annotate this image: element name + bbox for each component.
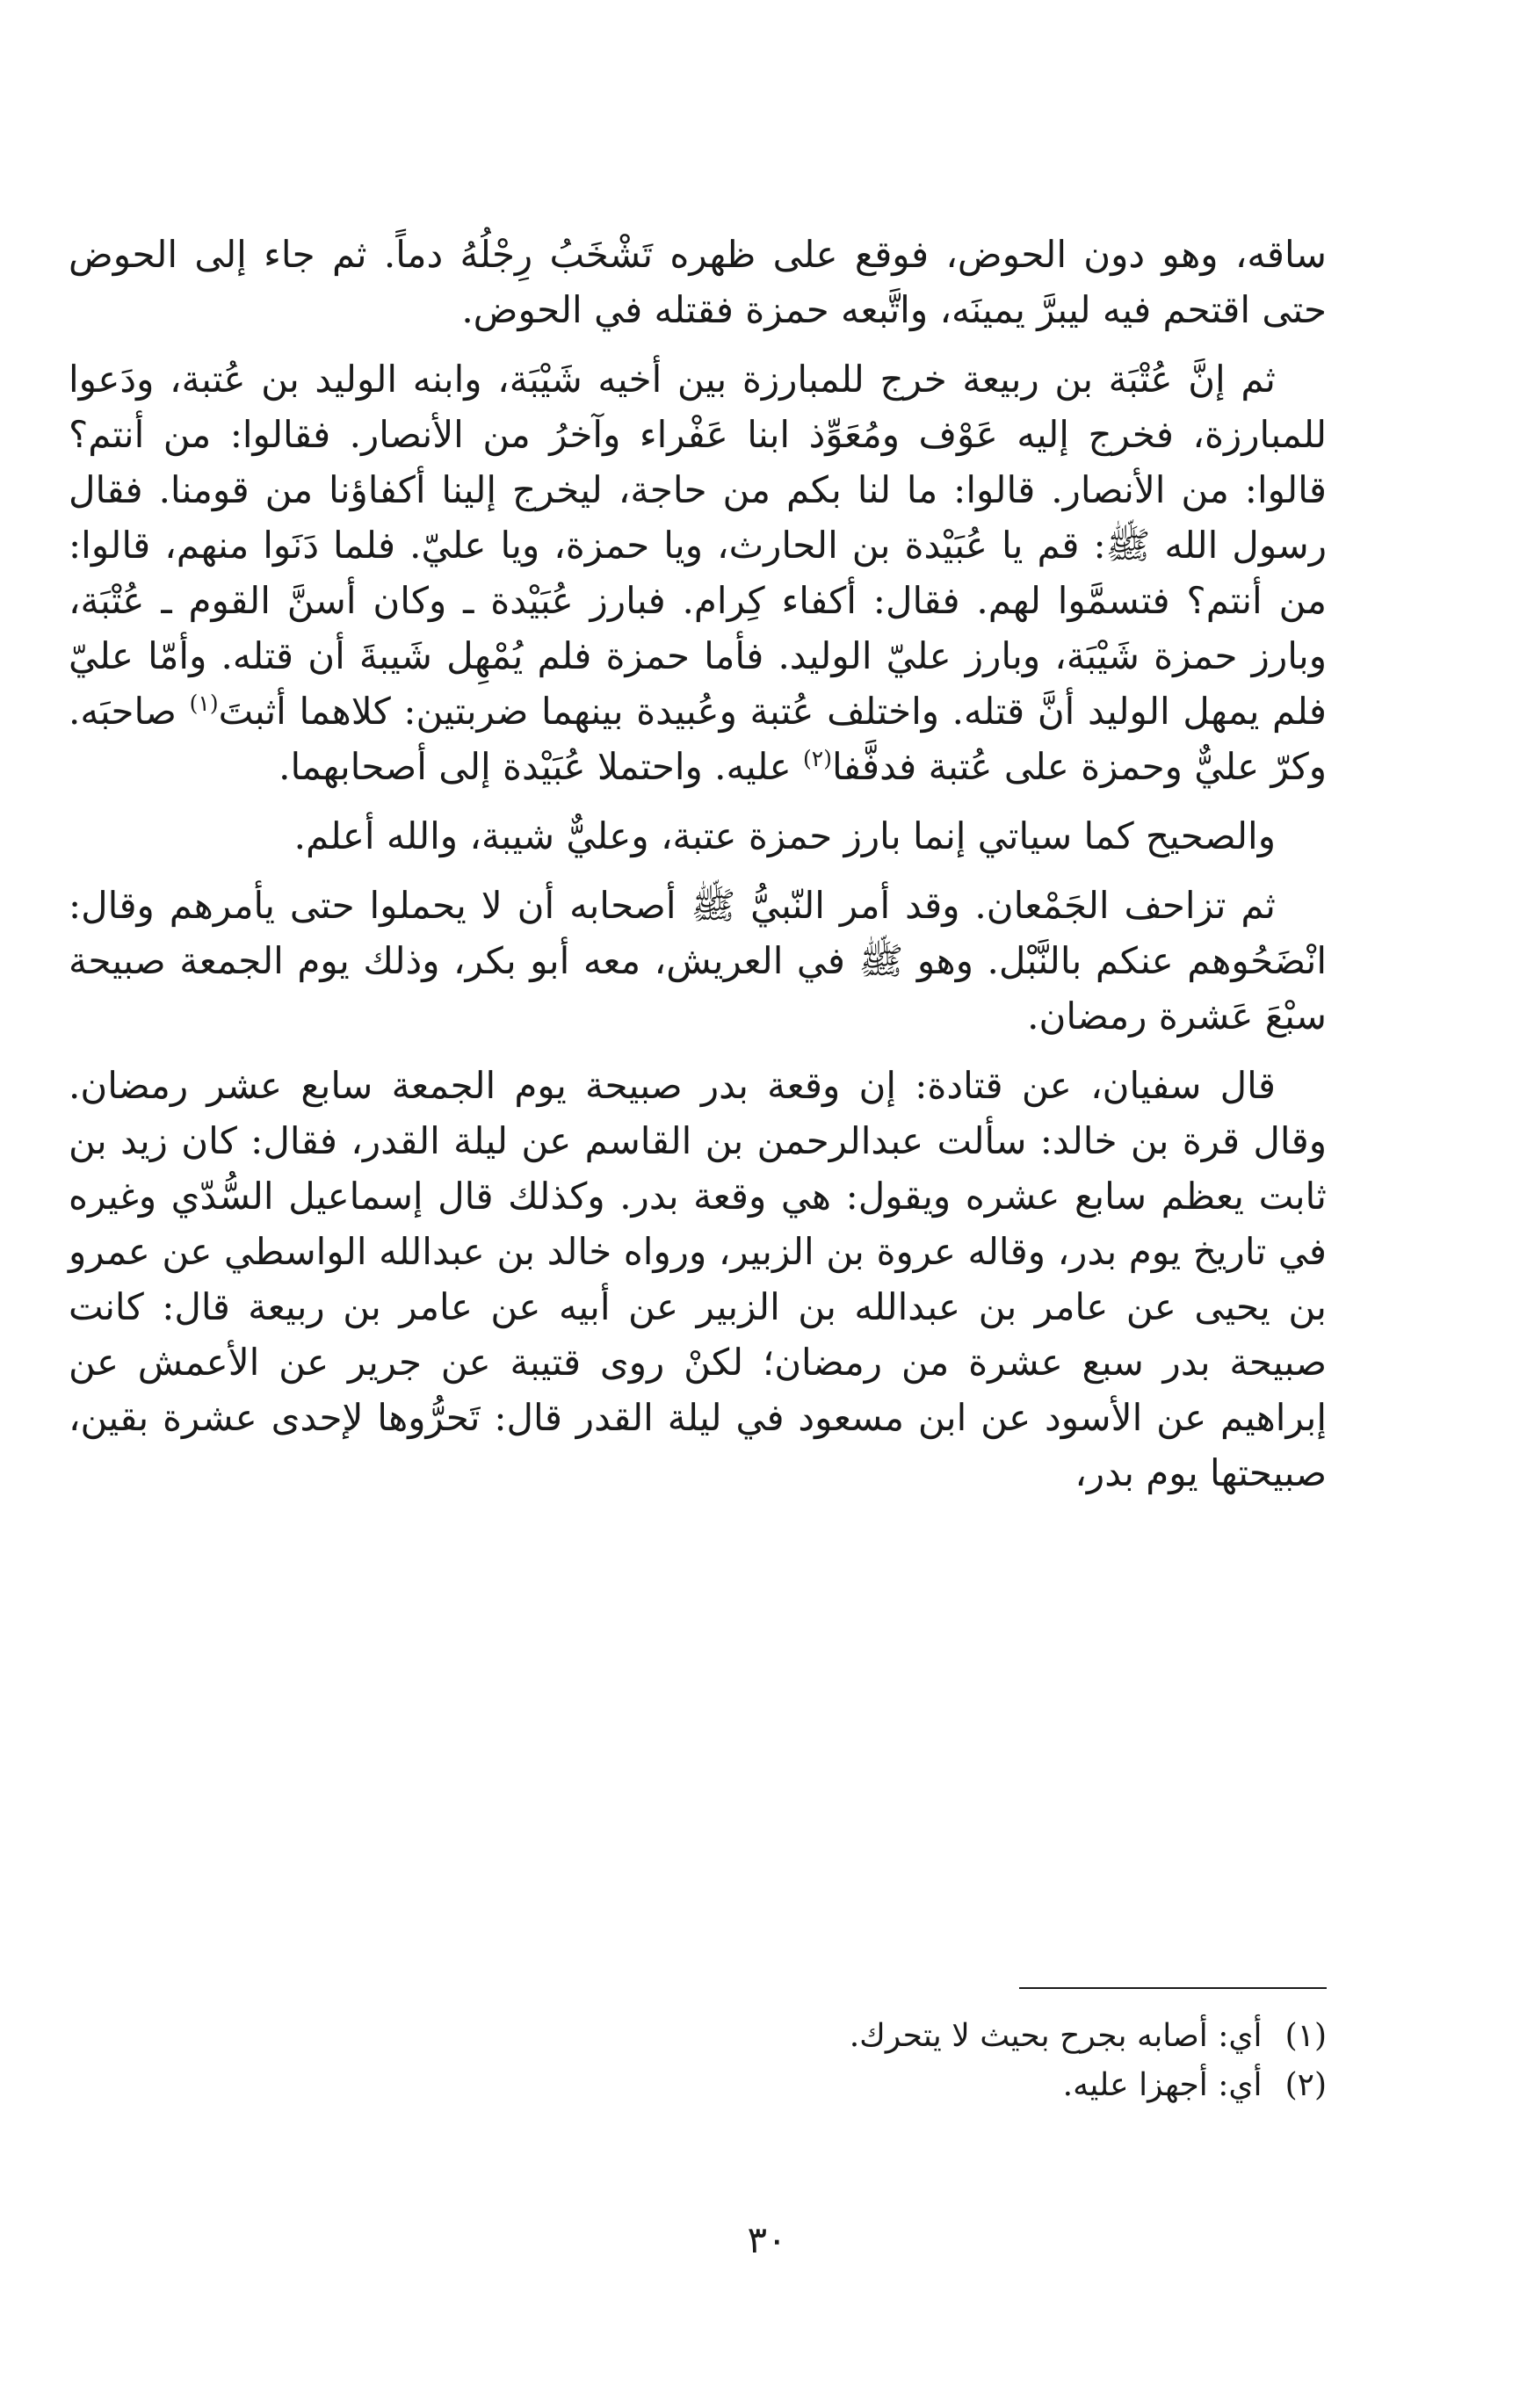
main-text [69,227,1327,1515]
page-number: ٣٠ [747,2218,787,2261]
footnote-text: أي: أصابه بجرح بحيث لا يتحرك. [849,2018,1263,2054]
footnote-2 [69,2061,1327,2110]
footnote-ref-2[interactable]: (٢) [803,746,832,771]
paragraph-2-part-c: عليه. واحتملا عُبَيْدة إلى أصحابهما. [279,745,803,788]
footnote-number: (٢) [1284,2067,1327,2103]
paragraph-3: والصحيح كما سياتي إنما بارز حمزة عتبة، وعليٌّ شيبة، والله أعلم. [293,814,1276,857]
paragraph-2 [69,351,1327,794]
paragraph-4: ثم تزاحف الجَمْعان. وقد أمر النّبيُّ ﷺ أصحابه أن لا يحملوا حتى يأمرهم وقال: انْضَحُوهم عنكم بالنَّبْل. وهو ﷺ في العريش، معه أبو بكر، وذلك يوم الجمعة صبيحة سبْعَ عَشرة رمضان. [69,884,1327,1038]
footnote-divider [1019,1987,1327,1989]
paragraph-5: قال سفيان، عن قتادة: إن وقعة بدر صبيحة يوم الجمعة سابع عشر رمضان. وقال قرة بن خالد: سألت عبدالرحمن بن القاسم عن ليلة القدر، فقال: كان زيد بن ثابت يعظم سابع عشره ويقول: هي وقعة بدر. وكذلك قال إسماعيل السُّدّي وغيره في تاريخ يوم بدر، وقاله عروة بن الزبير، ورواه خالد بن عبدالله الواسطي عن عمرو بن يحيى عن عامر بن عبدالله بن الزبير عن أبيه عن عامر بن ربيعة قال: كانت صبيحة بدر سبع عشرة من رمضان؛ لكنْ روى قتيبة عن جرير عن الأعمش عن إبراهيم عن الأسود عن ابن مسعود في ليلة القدر قال: تَحرُّوها لإحدى عشرة بقين، صبيحتها يوم بدر، [69,1064,1327,1494]
paragraph-2-part-a: ثم إنَّ عُتْبَة بن ربيعة خرج للمبارزة بين أخيه شَيْبَة، وابنه الوليد بن عُتبة، ودَعوا للمبارزة، فخرج إليه عَوْف ومُعَوِّذ ابنا عَفْراء وآخرُ من الأنصار. فقالوا: من أنتم؟ قالوا: من الأنصار. قالوا: ما لنا بكم من حاجة، ليخرج إلينا أكفاؤنا من قومنا. فقال رسول الله ﷺ: قم يا عُبَيْدة بن الحارث، ويا حمزة، ويا عليّ. فلما دَنَوا منهم، قالوا: من أنتم؟ فتسمَّوا لهم. فقال: أكفاء كِرام. فبارز عُبَيْدة ـ وكان أسنَّ القوم ـ عُتْبَة، وبارز حمزة شَيْبَة، وبارز عليّ الوليد. فأما حمزة فلم يُمْهِل شَيبةَ أن قتله. وأمّا عليّ فلم يمهل الوليد أنَّ قتله. واختلف عُتبة وعُبيدة بينهما ضربتين: كلاهما أثبتَ [69,358,1327,733]
footnote-text: أي: أجهزا عليه. [1062,2067,1263,2103]
footnotes [69,2012,1327,2110]
footnote-1 [69,2012,1327,2061]
footnote-ref-1[interactable]: (١) [189,691,219,716]
paragraph-1: ساقه، وهو دون الحوض، فوقع على ظهره تَشْخَبُ رِجْلُهُ دماً. ثم جاء إلى الحوض حتى اقتحم فيه ليبرَّ يمينَه، واتَّبعه حمزة فقتله في الحوض. [69,233,1327,331]
paragraph-2-part-b: صاحبَه. وكرّ عليٌّ وحمزة على عُتبة فدفَّفا [69,690,1327,788]
footnote-number: (١) [1284,2018,1327,2054]
